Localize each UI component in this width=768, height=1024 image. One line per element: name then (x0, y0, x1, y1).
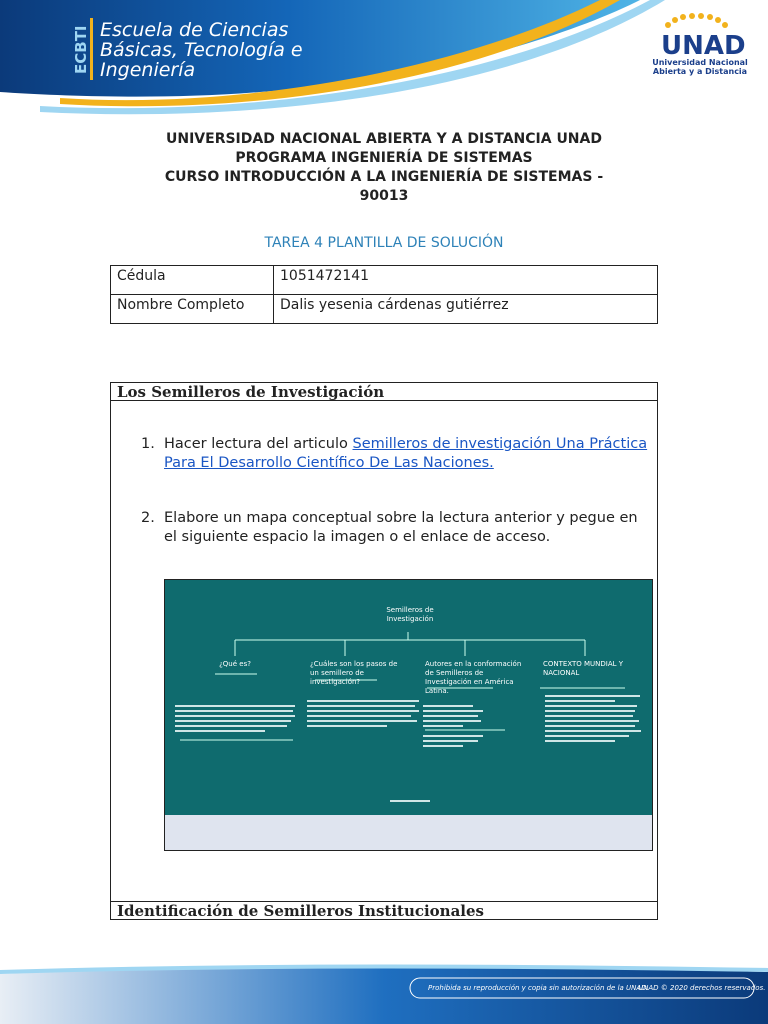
table-row (111, 295, 658, 324)
footer-notice: Prohibida su reproducción y copia sin autorización de la UNAD. (428, 984, 649, 992)
next-section-title: Identificación de Semilleros Institucionales (111, 901, 657, 919)
map-node-contexto: CONTEXTO MUNDIAL Y NACIONAL (543, 660, 624, 677)
unad-sub-line-1: Universidad Nacional (652, 58, 748, 67)
list-item-number: 2. (141, 510, 155, 526)
table-cell-label: Cédula (111, 266, 274, 295)
unad-logo-text: UNAD (661, 31, 746, 61)
item1-text: Hacer lectura del articulo (164, 436, 353, 452)
document-title (110, 130, 658, 206)
ecbti-mark-text: ECBTI (72, 25, 90, 74)
list-item-number: 1. (141, 436, 155, 452)
unad-sub-line-2: Abierta y a Distancia (652, 67, 748, 76)
school-line-3: Ingeniería (100, 59, 196, 81)
document-header (0, 0, 768, 115)
section-box (110, 382, 658, 920)
table-row (111, 266, 658, 295)
map-node-que-es: ¿Qué es? (219, 660, 251, 668)
student-info-table (110, 265, 658, 324)
map-node-pasos: ¿Cuáles son los pasos de un semillero de investigación? (310, 660, 398, 686)
school-line-2: Básicas, Tecnología e (100, 39, 303, 61)
footer-copyright: UNAD © 2020 derechos reservados. (638, 984, 766, 992)
task-subtitle: TAREA 4 PLANTILLA DE SOLUCIÓN (264, 235, 504, 251)
concept-map-body-text (165, 580, 652, 815)
title-line-1: UNIVERSIDAD NACIONAL ABIERTA Y A DISTANCIA UNAD (166, 131, 602, 147)
title-line-3: CURSO INTRODUCCIÓN A LA INGENIERÍA DE SISTEMAS - (164, 169, 604, 185)
concept-map-frame (164, 579, 653, 851)
table-cell-value: 1051472141 (274, 266, 658, 295)
section-title: Los Semilleros de Investigación (111, 383, 657, 401)
map-node-autores: Autores en la conformación de Semilleros de Investigación en América Latina. (425, 660, 522, 695)
concept-map-image (165, 580, 652, 815)
unad-subtitle (652, 58, 748, 76)
ecbti-mark (74, 18, 96, 80)
school-line-1: Escuela de Ciencias (100, 19, 289, 41)
title-line-2: PROGRAMA INGENIERÍA DE SISTEMAS (235, 150, 533, 166)
article-link[interactable]: Semilleros de investigación Una Práctica Para El Desarrollo Científico De Las Naciones. (164, 436, 648, 471)
table-cell-value: Dalis yesenia cárdenas gutiérrez (274, 295, 658, 324)
footer-banner (0, 964, 768, 1024)
document-footer (0, 964, 768, 1024)
table-cell-label: Nombre Completo (111, 295, 274, 324)
item2-text: Elabore un mapa conceptual sobre la lectura anterior y pegue en el siguiente espacio la imagen o el enlace de acceso. (164, 510, 638, 545)
title-line-4: 90013 (359, 188, 409, 204)
list-item-text (164, 435, 654, 473)
school-name (100, 20, 303, 80)
map-root-node: Semilleros de Investigación (386, 606, 434, 623)
